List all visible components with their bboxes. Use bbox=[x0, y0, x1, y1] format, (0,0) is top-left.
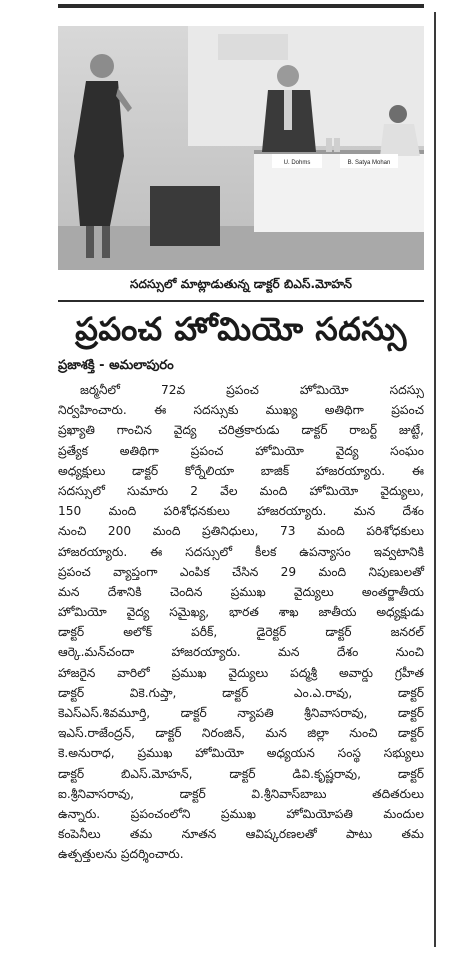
body-line: ఐ.శ్రీనివాసరావు, డాక్టర్ వి.శ్రీనివాస్‌బాబు తదితరులు bbox=[58, 786, 424, 801]
body-line: ప్రత్యేక అతిథిగా ప్రపంచ హోమియో వైద్య సంఘం bbox=[58, 443, 424, 458]
nameplate-left-text: U. Dohms bbox=[283, 160, 311, 166]
body-line: 150 మంది పరిశోధనకులు హాజరయ్యారు. మన దేశం bbox=[58, 504, 424, 519]
body-line: అధ్యక్షులు డాక్టర్ కోర్నేలియా బాజిక్ హాజరయ్యారు. ఈ bbox=[58, 463, 424, 478]
body-line: సదస్సులో సుమారు 2 వేల మంది హోమియో వైద్యులు, bbox=[58, 483, 424, 498]
body-line: ప్రఖ్యాతి గాంచిన వైద్య చరిత్రకారుడు డాక్టర్ రాబర్ట్ జుట్టే, bbox=[58, 423, 424, 438]
body-line: హాజరయ్యారు. ఈ సదస్సులో కీలక ఉపన్యాసం ఇవ్వటానికి bbox=[58, 544, 424, 559]
body-line: ప్రపంచ వ్యాప్తంగా ఎంపిక చేసిన 29 మంది నిపుణులతో bbox=[58, 564, 424, 579]
body-line: డాక్టర్ అలోక్ పరీక్, డైరెక్టర్ డాక్టర్ జనరల్ bbox=[58, 625, 424, 640]
body-line: కె.అనురాధ, ప్రముఖ హోమియో అధ్యయన సంస్థ సభ్యులు bbox=[58, 746, 424, 761]
conference-photo bbox=[58, 26, 424, 270]
body-line: జర్మనీలో 72వ ప్రపంచ హోమియో సదస్సు bbox=[80, 383, 424, 397]
column-rule bbox=[434, 12, 436, 947]
body-line: ఇఎస్.రాజేంద్రన్, డాక్టర్ నిరంజిన్, మన జిల్లా నుంచి డాక్టర్ bbox=[58, 726, 424, 741]
body-line: కెఎస్ఎస్.శివమూర్తి, డాక్టర్ న్యాపతి శ్రీనివాసరావు, డాక్టర్ bbox=[58, 706, 424, 720]
dateline: ప్రజాశక్తి - అమలాపురం bbox=[58, 358, 174, 373]
article-photo bbox=[58, 26, 424, 270]
body-line: ఉన్నారు. ప్రపంచంలోని ప్రముఖ హోమియోపతి మందుల bbox=[58, 806, 424, 821]
body-line: మన దేశానికి చెందిన ప్రముఖ వైద్యులు అంతర్జాతీయ bbox=[58, 584, 424, 599]
body-line: నిర్వహించారు. ఈ సదస్సుకు ముఖ్య అతిథిగా ప్రపంచ bbox=[58, 403, 424, 418]
body-line: డాక్టర్ వికె.గుప్తా, డాక్టర్ ఎం.ఎ.రావు, డాక్టర్ bbox=[58, 685, 424, 700]
body-line: నుంచి 200 మంది ప్రతినిధులు, 73 మంది పరిశోధకులు bbox=[58, 524, 424, 539]
body-line: హోమియో వైద్య సమైఖ్య, భారత శాఖ జాతీయ అధ్యక్షుడు bbox=[58, 605, 424, 620]
nameplate-right-text: B. Satya Mohan bbox=[347, 160, 391, 166]
headline: ప్రపంచ హోమియో సదస్సు bbox=[75, 310, 407, 348]
body-line: హాజరైన వారిలో ప్రముఖ వైద్యులు పద్మశ్రీ అవార్డు గ్రహీత bbox=[58, 665, 424, 680]
photo-caption: సదస్సులో మాట్లాడుతున్న డాక్టర్ బిఎస్.మోహన్ bbox=[129, 276, 353, 291]
article-body bbox=[58, 380, 424, 865]
body-line: ఆర్కె.మన్‌చందా హాజరయ్యారు. మన దేశం నుంచి bbox=[58, 645, 424, 660]
body-line: కంపెనీలు తమ నూతన ఆవిష్కరణలతో పాటు తమ bbox=[58, 827, 424, 842]
body-line: ఉత్పత్తులను ప్రదర్శించారు. bbox=[58, 847, 184, 862]
caption-rule bbox=[58, 300, 424, 302]
body-line: డాక్టర్ బిఎస్.మోహన్, డాక్టర్ డివి.కృష్ణరావు, డాక్టర్ bbox=[58, 766, 424, 781]
top-rule bbox=[58, 4, 424, 8]
